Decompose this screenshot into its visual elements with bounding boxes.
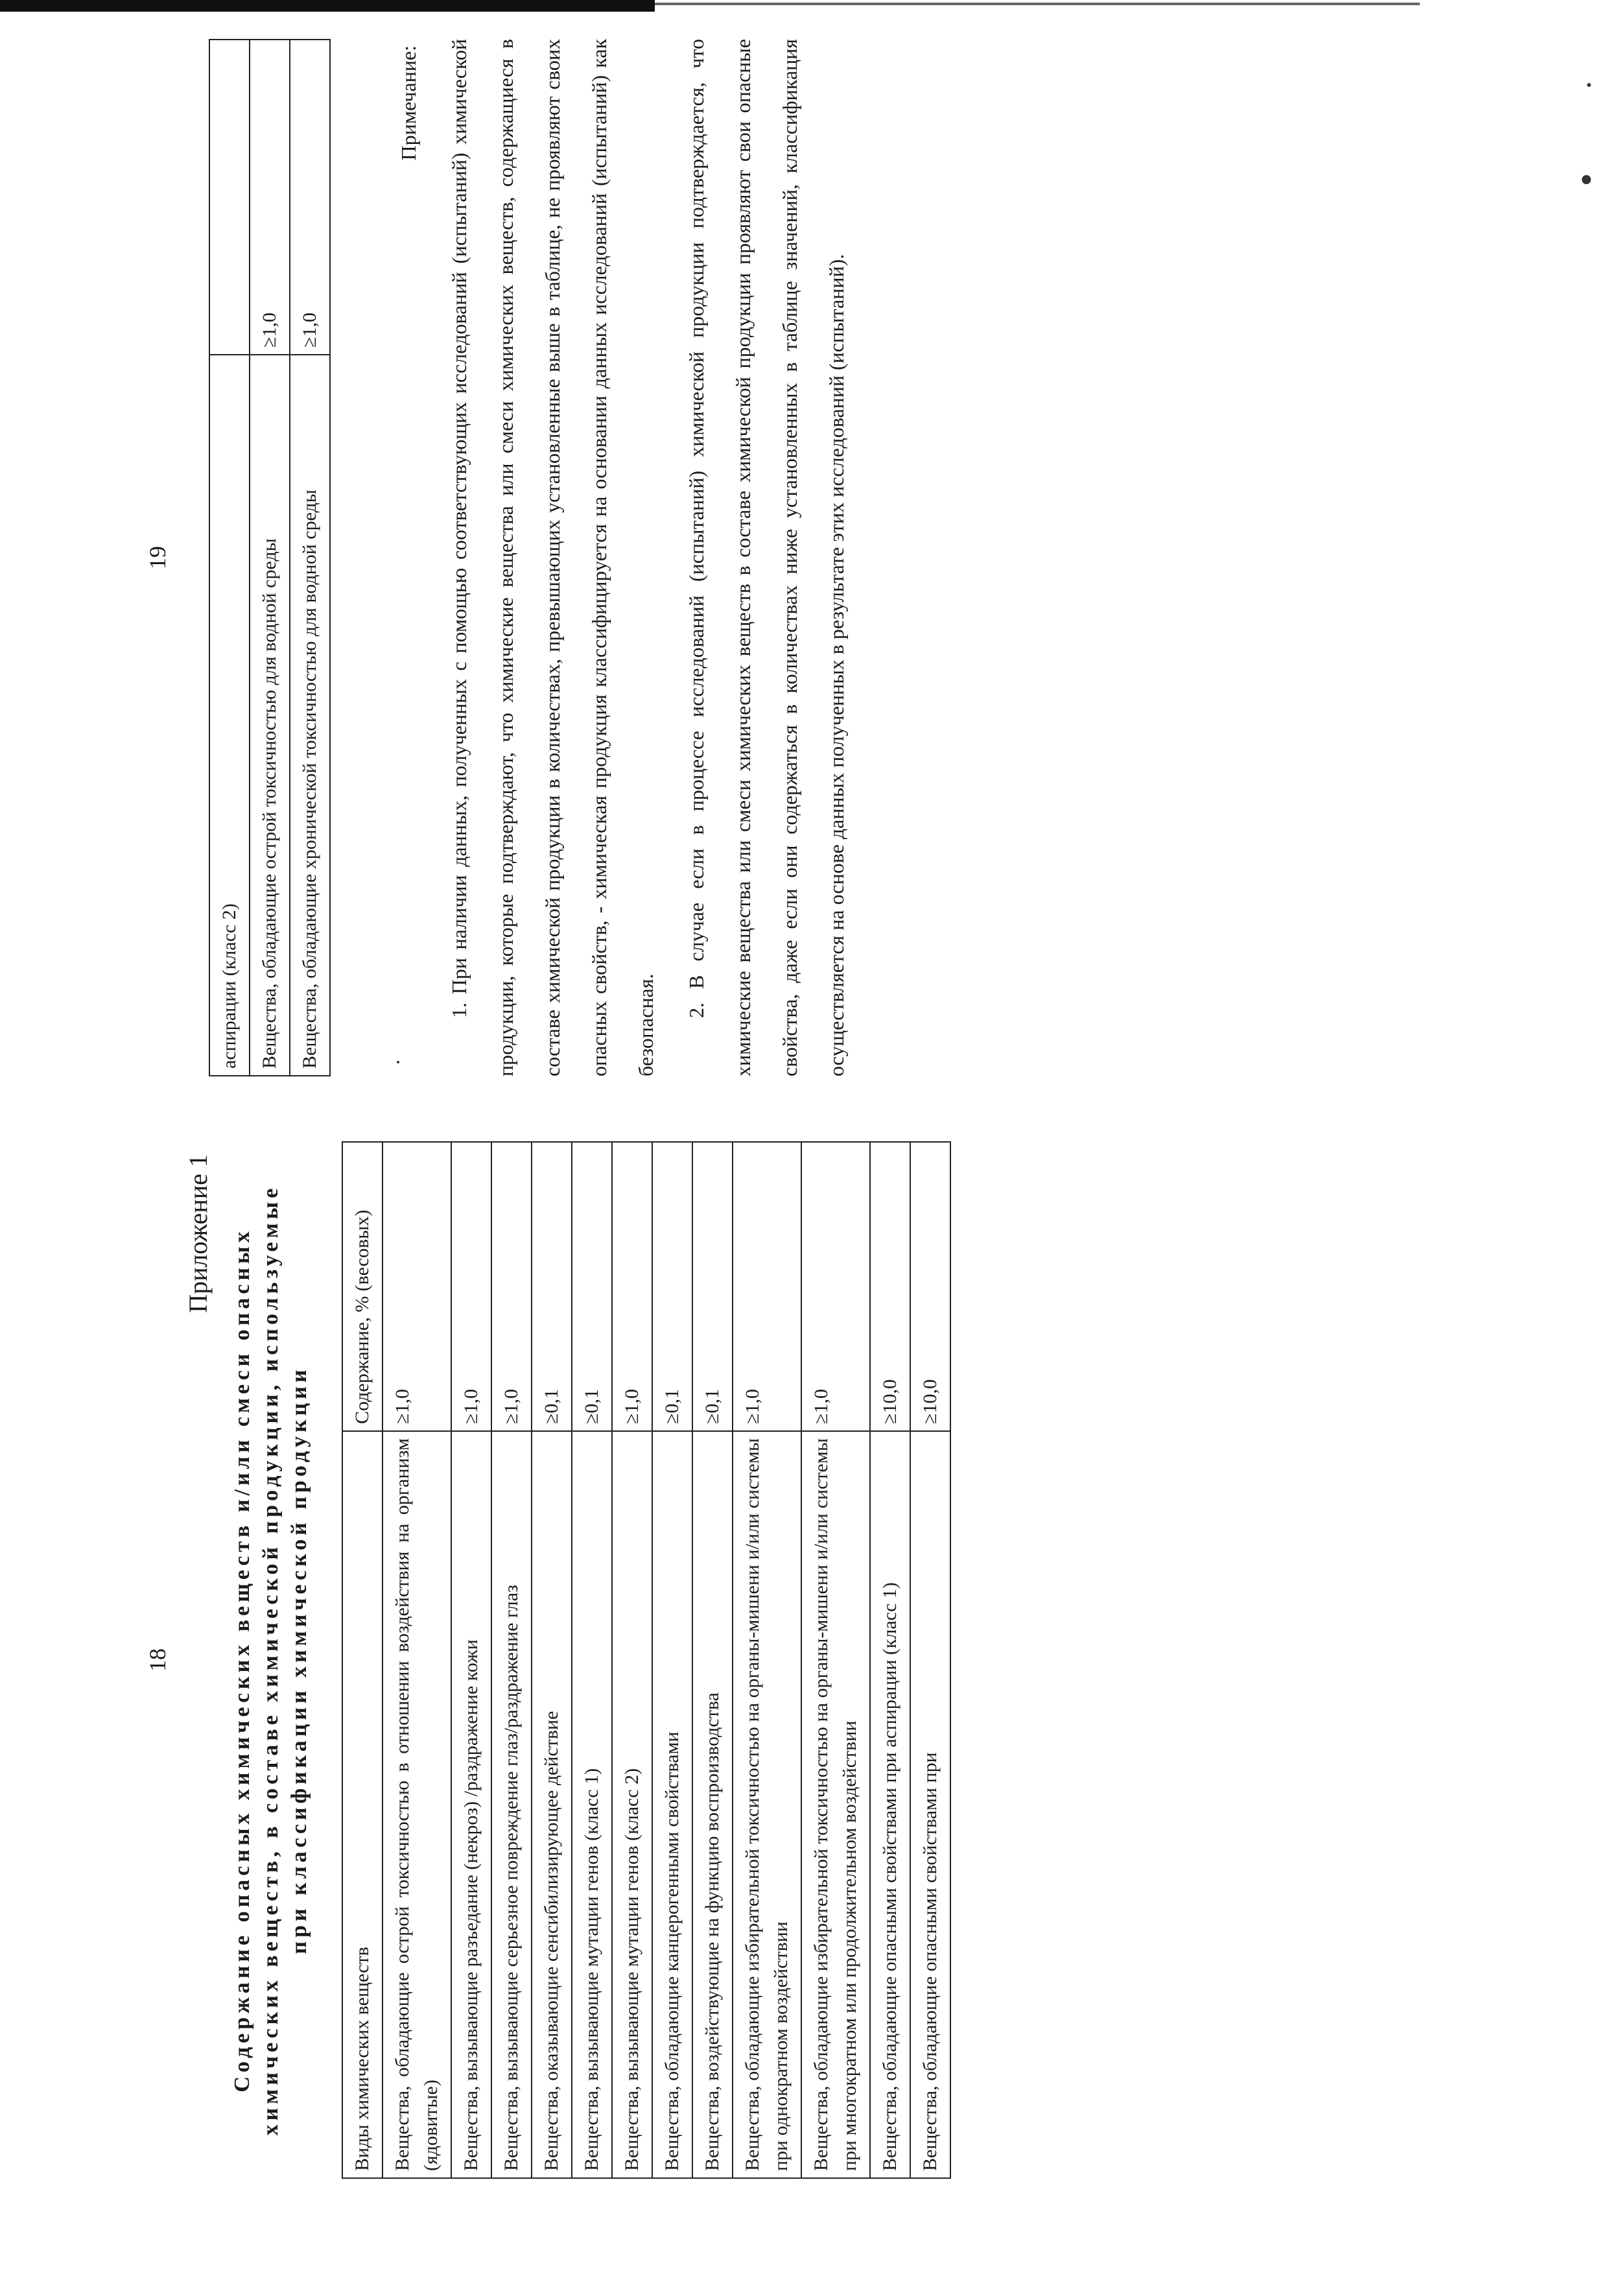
content-value-cell: ≥1,0 <box>733 1142 801 1431</box>
content-value-cell: ≥1,0 <box>801 1142 870 1431</box>
header-content: Содержание, % (весовых) <box>342 1142 382 1431</box>
content-value-cell: ≥0,1 <box>572 1142 612 1431</box>
header-substance-type: Виды химических веществ <box>342 1431 382 2178</box>
table-row <box>382 1142 451 2178</box>
note-paragraph: 1. При наличии данных, полученных с помощью соответствующих исследований (испытаний) химической продукции, которые подтверждают, что химические вещества или смеси химических веществ, содержащиеся в составе химической продукции в количествах, превышающих установленные выше в таблице, не проявляют своих опасных свойств, - химическая продукция классифицируется на основании данных исследований (испытаний) как безопасная. <box>447 39 657 1076</box>
notes-block <box>436 39 864 1076</box>
substance-type-cell: Вещества, воздействующие на функцию воспроизводства <box>692 1431 733 2178</box>
substance-type-cell: Вещества, вызывающие разъедание (некроз) /раздражение кожи <box>451 1431 491 2178</box>
content-value-cell: ≥10,0 <box>910 1142 950 1431</box>
table-row <box>801 1142 870 2178</box>
substance-type-cell: Вещества, обладающие острой токсичностью для водной среды <box>250 355 290 1076</box>
table-row <box>692 1142 733 2178</box>
content-value-cell: ≥1,0 <box>451 1142 491 1431</box>
content-value-cell: ≥1,0 <box>612 1142 652 1431</box>
content-value-cell: ≥1,0 <box>290 40 330 355</box>
content-value-cell: ≥10,0 <box>870 1142 910 1431</box>
scan-edge-line <box>655 3 1420 5</box>
scan-speck <box>1587 83 1591 87</box>
note-label: Примечание: <box>397 45 420 161</box>
substance-type-cell: Вещества, обладающие опасными свойствами при <box>910 1431 950 2178</box>
table-row <box>733 1142 801 2178</box>
substance-type-cell: Вещества, вызывающие серьезное повреждение глаз/раздражение глаз <box>491 1431 532 2178</box>
substance-type-cell: Вещества, вызывающие мутации генов (класс 2) <box>612 1431 652 2178</box>
scan-edge-bar <box>0 0 655 12</box>
table-row <box>870 1142 910 2178</box>
page-19 <box>73 39 1518 1076</box>
table-row <box>910 1142 950 2178</box>
page-18 <box>73 1141 1518 2179</box>
substance-type-cell: аспирации (класс 2) <box>209 355 250 1076</box>
table-header-row <box>342 1142 382 2178</box>
substance-type-cell: Вещества, обладающие хронической токсичностью для водной среды <box>290 355 330 1076</box>
page-heading: Содержание опасных химических веществ и/или смеси опасных химических веществ, в составе химической продукции, используемые при классификации химической продукции <box>230 1184 311 2136</box>
table-row <box>572 1142 612 2178</box>
table-row <box>451 1142 491 2178</box>
substances-table <box>342 1141 951 2179</box>
appendix-label: Приложение 1 <box>183 1154 213 1313</box>
table-row <box>532 1142 572 2178</box>
substance-type-cell: Вещества, вызывающие мутации генов (класс 1) <box>572 1431 612 2178</box>
table-row <box>290 40 330 1076</box>
content-value-cell: ≥0,1 <box>652 1142 692 1431</box>
table-row <box>612 1142 652 2178</box>
substance-type-cell: Вещества, обладающие избирательной токсичностью на органы-мишени и/или системы при многократном или продолжительном воздействии <box>801 1431 870 2178</box>
page-number: 19 <box>145 546 171 569</box>
table-row <box>491 1142 532 2178</box>
substance-type-cell: Вещества, обладающие опасными свойствами при аспирации (класс 1) <box>870 1431 910 2178</box>
content-value-cell: ≥0,1 <box>532 1142 572 1431</box>
substance-type-cell: Вещества, оказывающие сенсибилизирующее действие <box>532 1431 572 2178</box>
substance-type-cell: Вещества, обладающие острой токсичностью в отношении воздействия на организм (ядовитые) <box>382 1431 451 2178</box>
content-value-cell: ≥1,0 <box>250 40 290 355</box>
content-value-cell: ≥1,0 <box>491 1142 532 1431</box>
note-paragraph: 2. В случае если в процессе исследований (испытаний) химической продукции подтверждается, что химические вещества или смеси химических веществ в составе химической продукции проявляют свои опасные свойства, даже если они содержаться в количествах ниже установленных в таблице значений, классификация осуществляется на основе данных полученных в результате этих исследований (испытаний). <box>685 39 848 1076</box>
substances-table-continued <box>209 39 331 1076</box>
rotated-scan-page <box>73 39 1518 2179</box>
page-number: 18 <box>145 1648 171 1672</box>
content-value-cell: ≥0,1 <box>692 1142 733 1431</box>
table-row <box>209 40 250 1076</box>
substance-type-cell: Вещества, обладающие канцерогенными свойствами <box>652 1431 692 2178</box>
content-value-cell: ≥1,0 <box>382 1142 451 1431</box>
table-row <box>652 1142 692 2178</box>
content-value-cell <box>209 40 250 355</box>
substance-type-cell: Вещества, обладающие избирательной токсичностью на органы-мишени и/или системы при однократном воздействии <box>733 1431 801 2178</box>
scan-speck <box>1582 175 1591 184</box>
table-row <box>250 40 290 1076</box>
